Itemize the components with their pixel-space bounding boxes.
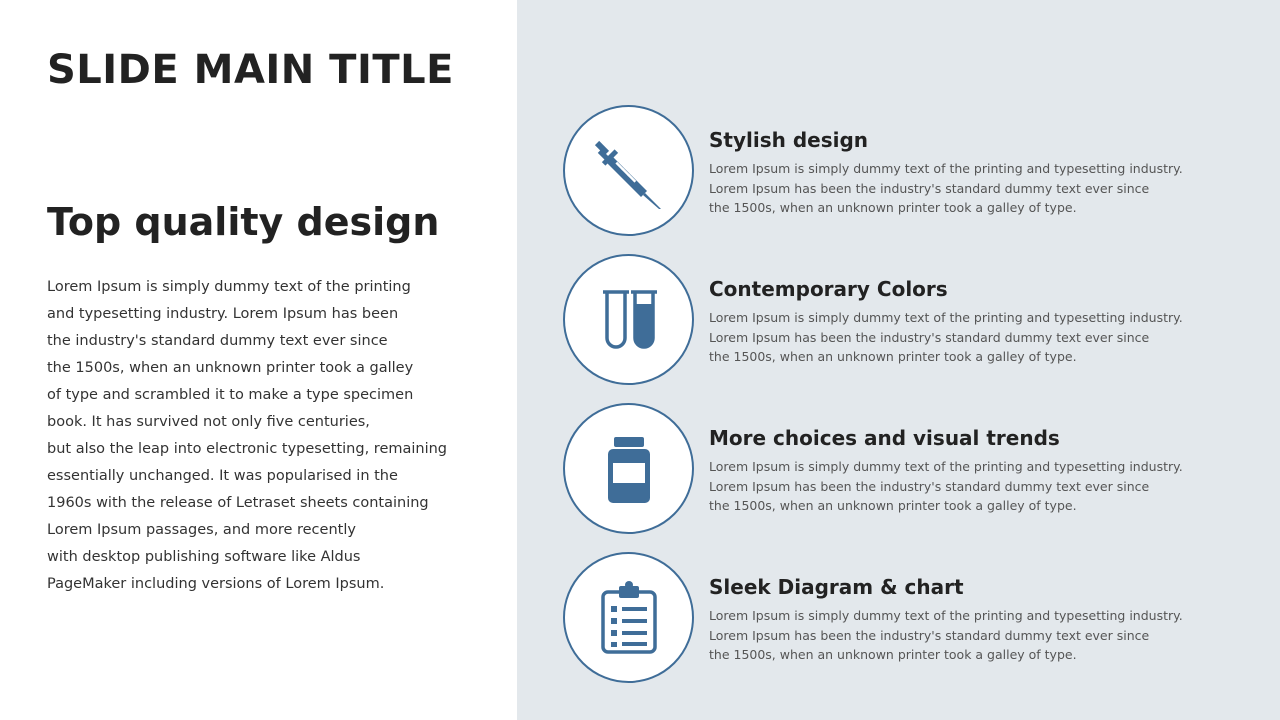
section-heading: Top quality design bbox=[47, 200, 440, 244]
feature-title: Sleek Diagram & chart bbox=[709, 575, 964, 599]
feature-icon-circle bbox=[563, 254, 694, 385]
feature-description-line: Lorem Ipsum is simply dummy text of the printing and typesetting industry. bbox=[709, 608, 1183, 623]
body-line: the industry's standard dummy text ever since bbox=[47, 333, 388, 349]
feature-description-line: Lorem Ipsum is simply dummy text of the printing and typesetting industry. bbox=[709, 310, 1183, 325]
clipboard-checklist-icon bbox=[589, 578, 669, 658]
body-line: Lorem Ipsum is simply dummy text of the printing bbox=[47, 279, 411, 295]
feature-description-line: Lorem Ipsum has been the industry's standard dummy text ever since bbox=[709, 180, 1150, 196]
feature-icon-circle bbox=[563, 105, 694, 236]
feature-description-line: the 1500s, when an unknown printer took a galley of type. bbox=[709, 349, 1077, 364]
feature-description-line: Lorem Ipsum is simply dummy text of the printing and typesetting industry. bbox=[709, 459, 1183, 474]
body-line: 1960s with the release of Letraset sheets containing bbox=[47, 495, 429, 511]
feature-description bbox=[709, 159, 1183, 218]
feature-description-line: the 1500s, when an unknown printer took a galley of type. bbox=[709, 647, 1077, 662]
feature-item-more-choices bbox=[563, 403, 1203, 535]
feature-icon-circle bbox=[563, 552, 694, 683]
feature-item-sleek-diagram bbox=[563, 552, 1203, 684]
body-line: book. It has survived not only five centuries, bbox=[47, 414, 370, 430]
body-line: and typesetting industry. Lorem Ipsum has been bbox=[47, 306, 399, 322]
body-line: essentially unchanged. It was popularised in the bbox=[47, 468, 398, 484]
feature-description-line: Lorem Ipsum has been the industry's standard dummy text ever since bbox=[709, 329, 1150, 345]
test-tubes-icon bbox=[589, 280, 669, 360]
body-line: the 1500s, when an unknown printer took a galley bbox=[47, 360, 414, 376]
body-paragraph bbox=[47, 274, 448, 598]
body-line: of type and scrambled it to make a type specimen bbox=[47, 387, 414, 403]
feature-item-contemporary-colors bbox=[563, 254, 1203, 386]
left-panel bbox=[0, 0, 517, 720]
body-line: but also the leap into electronic typesetting, remaining bbox=[47, 441, 448, 457]
feature-description-line: the 1500s, when an unknown printer took a galley of type. bbox=[709, 200, 1077, 215]
feature-description-line: the 1500s, when an unknown printer took a galley of type. bbox=[709, 498, 1077, 513]
syringe-icon bbox=[589, 131, 669, 211]
feature-description bbox=[709, 457, 1183, 516]
slide-main-title: SLIDE MAIN TITLE bbox=[47, 47, 454, 93]
feature-description-line: Lorem Ipsum is simply dummy text of the printing and typesetting industry. bbox=[709, 161, 1183, 176]
body-line: PageMaker including versions of Lorem Ipsum. bbox=[47, 576, 385, 592]
feature-description bbox=[709, 308, 1183, 367]
feature-item-stylish-design bbox=[563, 105, 1203, 237]
feature-title: Stylish design bbox=[709, 128, 869, 152]
body-line: with desktop publishing software like Aldus bbox=[47, 549, 361, 565]
feature-description bbox=[709, 606, 1183, 665]
feature-description-line: Lorem Ipsum has been the industry's standard dummy text ever since bbox=[709, 627, 1150, 643]
feature-description-line: Lorem Ipsum has been the industry's standard dummy text ever since bbox=[709, 478, 1150, 494]
medicine-bottle-icon bbox=[589, 429, 669, 509]
feature-title: More choices and visual trends bbox=[709, 426, 1060, 450]
feature-title: Contemporary Colors bbox=[709, 277, 948, 301]
body-line: Lorem Ipsum passages, and more recently bbox=[47, 522, 356, 538]
feature-icon-circle bbox=[563, 403, 694, 534]
